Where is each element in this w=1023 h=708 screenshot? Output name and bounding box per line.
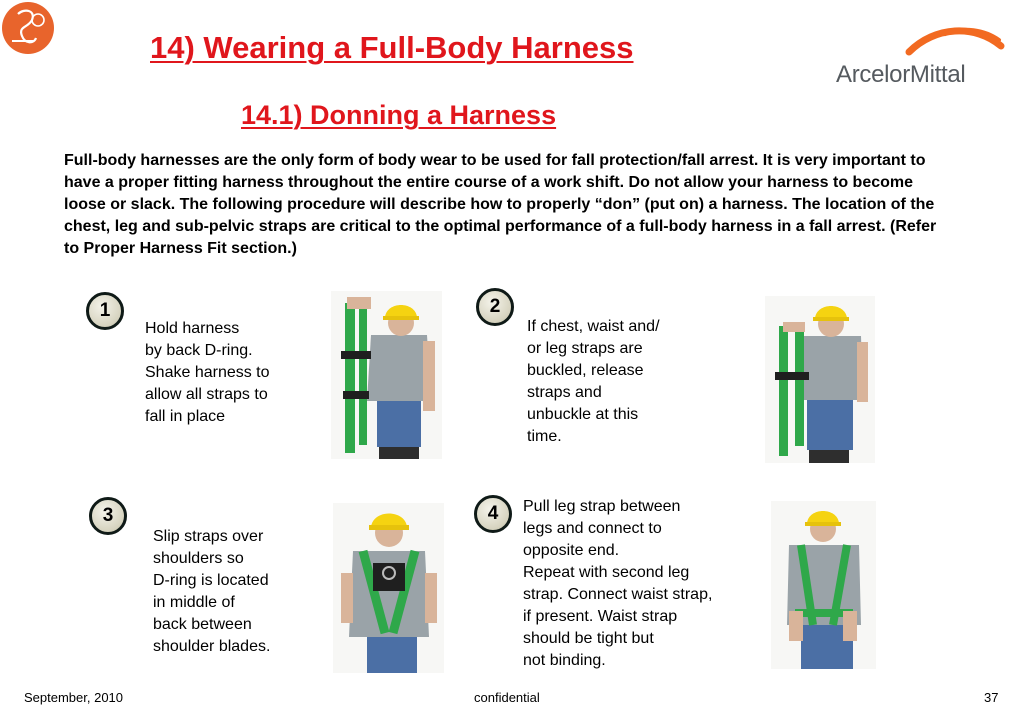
- brand-swoosh-icon: [905, 20, 1005, 60]
- page-title: 14) Wearing a Full-Body Harness: [150, 30, 634, 65]
- intro-paragraph: Full-body harnesses are the only form of body wear to be used for fall protection/fall arrest. It is very important to have a proper fitting harness throughout the entire course of a work shift. Do not allow your harness to become loose or slack. The following procedure will describe how to properly “don” (put on) a harness. The location of the chest, leg and sub-pelvic straps are critical to the optimal performance of a full-body harness in a fall arrest. (Refer to Proper Harness Fit section.): [64, 152, 937, 257]
- step-4-photo: [771, 501, 876, 669]
- step-1-photo: [331, 291, 442, 459]
- brand-name: ArcelorMittal: [836, 61, 966, 88]
- footer-confidential: confidential: [474, 690, 540, 705]
- step-number-badge: 4: [474, 495, 512, 533]
- section-subtitle: 14.1) Donning a Harness: [241, 100, 557, 130]
- footer-date: September, 2010: [24, 690, 124, 705]
- step-1-text: Hold harness by back D-ring. Shake harness to allow all straps to fall in place: [145, 320, 270, 425]
- step-3-photo: [333, 503, 444, 673]
- step-2-photo: [765, 296, 875, 463]
- company-logo: [2, 2, 54, 54]
- page-number: 37: [984, 690, 999, 705]
- step-number-badge: 3: [89, 497, 127, 535]
- step-2-text: If chest, waist and/ or leg straps are buckled, release straps and unbuckle at this time.: [527, 318, 660, 445]
- step-4-text: Pull leg strap between legs and connect to opposite end. Repeat with second leg strap. Connect waist strap, if present. Waist strap should be tight but not binding.: [523, 498, 713, 669]
- step-3-text: Slip straps over shoulders so D-ring is located in middle of back between shoulder blades.: [153, 528, 271, 655]
- step-number-badge: 1: [86, 292, 124, 330]
- step-number-badge: 2: [476, 288, 514, 326]
